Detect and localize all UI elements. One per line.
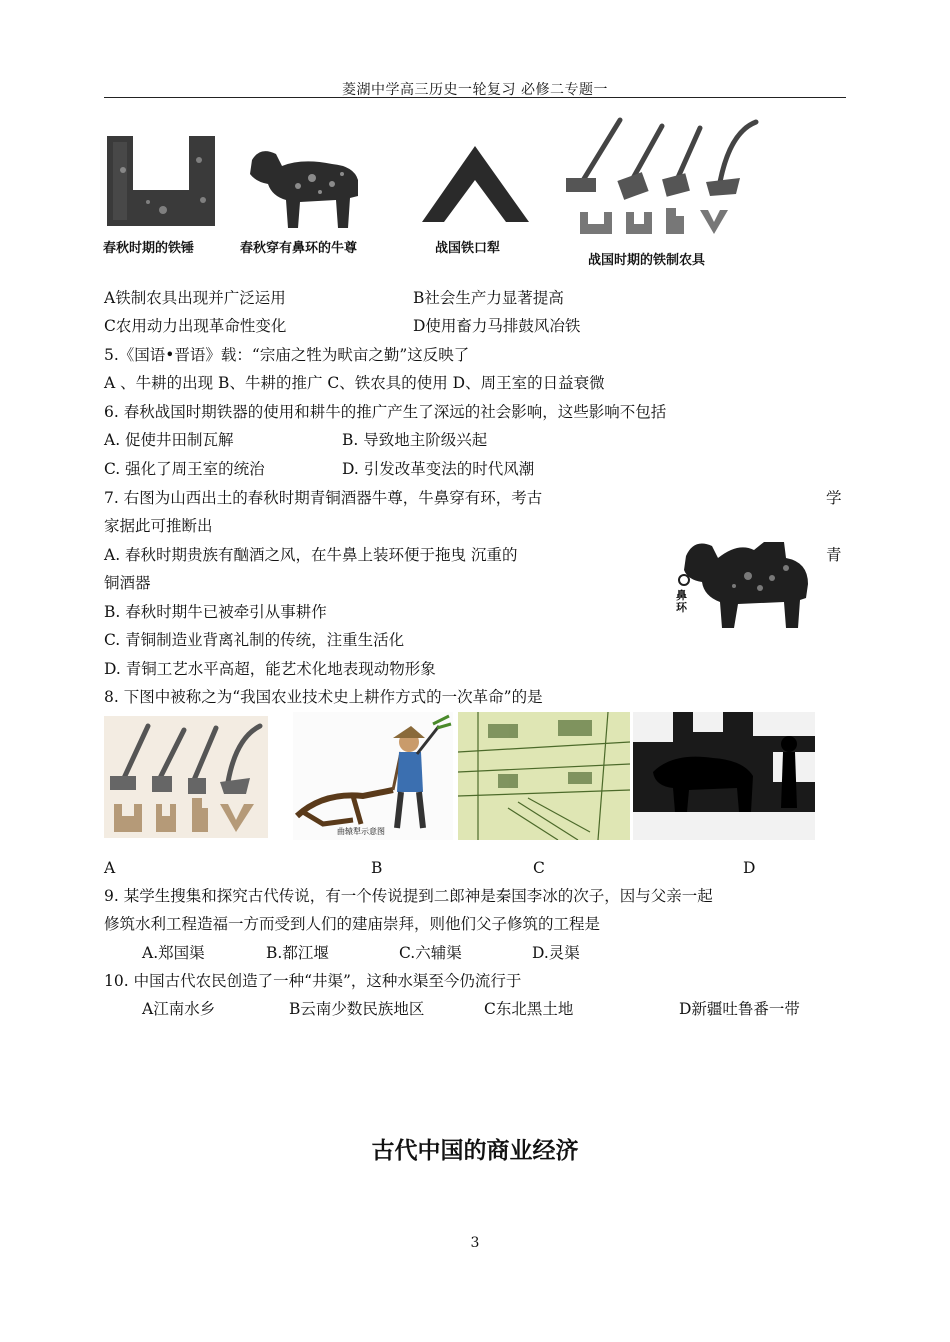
q4-option-a: A铁制农具出现并广泛运用: [104, 289, 286, 307]
q8-stem: 8. 下图中被称之为“我国农业技术史上耕作方式的一次革命”的是: [104, 688, 543, 706]
page-number: 3: [470, 1235, 480, 1251]
nose-ring-label: 鼻环: [676, 589, 687, 614]
ox-zun-image: [242, 140, 367, 232]
q9-option-a: A.郑国渠: [142, 944, 205, 962]
q8-label-b: B: [371, 859, 383, 877]
iron-tools-image: [560, 112, 770, 240]
q7-option-b: B. 春秋时期牛已被牵引从事耕作: [104, 603, 327, 621]
q6-option-c: C. 强化了周王室的统治: [104, 460, 265, 478]
q9-stem-line1: 9. 某学生搜集和探究古代传说，有一个传说提到二郎神是秦国李冰的次子，因与父亲一起: [104, 887, 713, 905]
q8-image-c-field-scene: [458, 712, 630, 840]
q8-image-d-ox-ploughing: [633, 712, 815, 840]
page-header: 菱湖中学高三历史一轮复习 必修二专题一: [342, 82, 608, 98]
q10-option-c: C东北黑土地: [484, 1000, 574, 1018]
q8-image-b-curved-plough: [293, 712, 453, 840]
q8-image-a-tools: [104, 716, 268, 838]
q4-option-c: C农用动力出现革命性变化: [104, 317, 287, 335]
q8-label-c: C: [533, 859, 545, 877]
q6-option-a: A. 促使井田制瓦解: [104, 431, 234, 449]
q9-option-b: B.都江堰: [266, 944, 329, 962]
caption-iron-plough: 战国铁口犁: [435, 241, 501, 256]
bronze-ox-zun-image: [668, 528, 816, 632]
q7-stem-line1-end: 学: [826, 489, 842, 507]
caption-iron-tools: 战国时期的铁制农具: [588, 253, 706, 268]
q5-stem: 5.《国语•晋语》载：“宗庙之牲为畎亩之勤”这反映了: [104, 346, 470, 364]
q9-option-c: C.六辅渠: [399, 944, 462, 962]
header-rule: [104, 97, 846, 98]
q7-option-a-line1: A. 春秋时期贵族有酗酒之风，在牛鼻上装环便于拖曳 沉重的: [104, 546, 518, 564]
q5-options: A 、牛耕的出现 B、牛耕的推广 C、铁农具的使用 D、周王室的日益衰微: [104, 374, 605, 392]
q7-stem-line1: 7. 右图为山西出土的春秋时期青铜酒器牛尊，牛鼻穿有环，考古: [104, 489, 543, 507]
q10-stem: 10. 中国古代农民创造了一种“井渠”，这种水渠至今仍流行于: [104, 972, 522, 990]
q10-option-b: B云南少数民族地区: [289, 1000, 425, 1018]
q6-stem: 6. 春秋战国时期铁器的使用和耕牛的推广产生了深远的社会影响，这些影响不包括: [104, 403, 667, 421]
q6-option-b: B. 导致地主阶级兴起: [342, 431, 488, 449]
q9-option-d: D.灵渠: [532, 944, 580, 962]
caption-ox-zun: 春秋穿有鼻环的牛尊: [240, 241, 358, 256]
caption-iron-hammer: 春秋时期的铁锤: [103, 241, 195, 256]
section-title: 古代中国的商业经济: [371, 1138, 579, 1164]
q8-label-d: D: [743, 859, 756, 877]
q4-option-d: D使用畜力马排鼓风冶铁: [413, 317, 581, 335]
q9-stem-line2: 修筑水利工程造福一方而受到人们的建庙崇拜，则他们父子修筑的工程是: [104, 915, 601, 933]
iron-hammer-image: [103, 130, 219, 230]
q7-option-a-line2: 铜酒器: [104, 574, 151, 592]
q7-option-a-line1-end: 青: [826, 546, 842, 564]
q8-image-b-caption: 曲辕犁示意图: [337, 827, 385, 836]
q7-stem-line2: 家据此可推断出: [104, 517, 213, 535]
q7-option-c: C. 青铜制造业背离礼制的传统，注重生活化: [104, 631, 405, 649]
q4-option-b: B社会生产力显著提高: [413, 289, 564, 307]
q10-option-a: A江南水乡: [142, 1000, 216, 1018]
q8-label-a: A: [104, 859, 116, 877]
q6-option-d: D. 引发改革变法的时代风潮: [342, 460, 535, 478]
iron-plough-image: [418, 140, 533, 230]
q10-option-d: D新疆吐鲁番一带: [679, 1000, 800, 1018]
q7-option-d: D. 青铜工艺水平高超，能艺术化地表现动物形象: [104, 660, 436, 678]
